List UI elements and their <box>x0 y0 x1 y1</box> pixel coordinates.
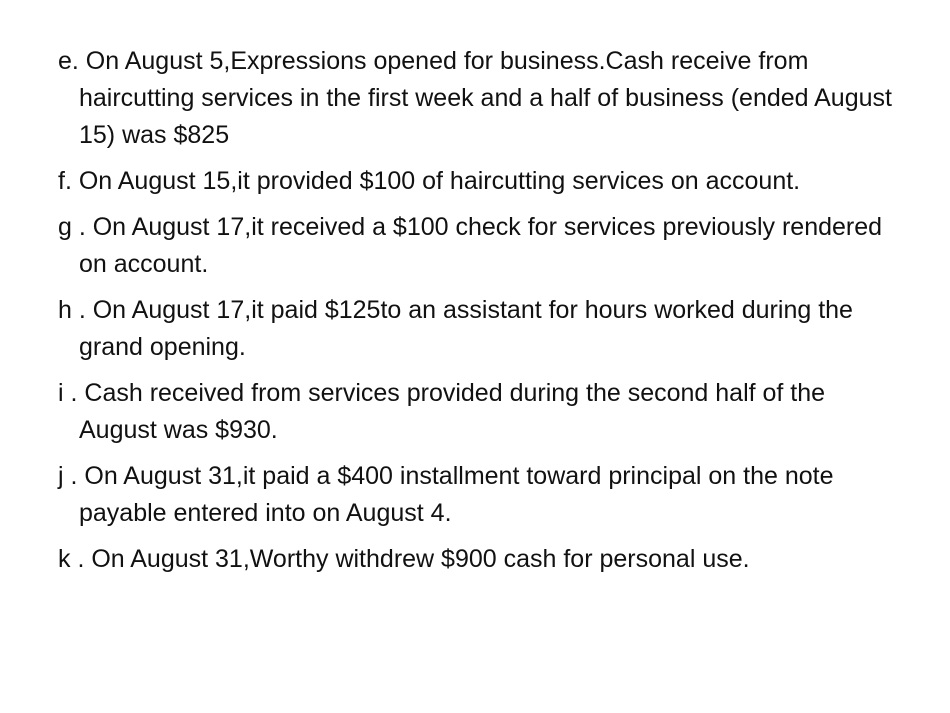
transaction-item-g: g . On August 17,it received a $100 check for services previously rendered on account. <box>58 213 883 278</box>
transaction-item-j: j . On August 31,it paid a $400 installment toward principal on the note payable entered into on August 4. <box>58 462 834 527</box>
transaction-list <box>58 43 898 587</box>
transaction-item-k: k . On August 31,Worthy withdrew $900 cash for personal use. <box>58 545 750 573</box>
transaction-item-f: f. On August 15,it provided $100 of haircutting services on account. <box>58 167 801 195</box>
transaction-item-e: e. On August 5,Expressions opened for business.Cash receive from haircutting services in the first week and a half of business (ended August 15) was $825 <box>58 47 892 149</box>
transaction-item-i: i . Cash received from services provided during the second half of the August was $930. <box>58 379 826 444</box>
transaction-item-h: h . On August 17,it paid $125to an assistant for hours worked during the grand opening. <box>58 296 853 361</box>
